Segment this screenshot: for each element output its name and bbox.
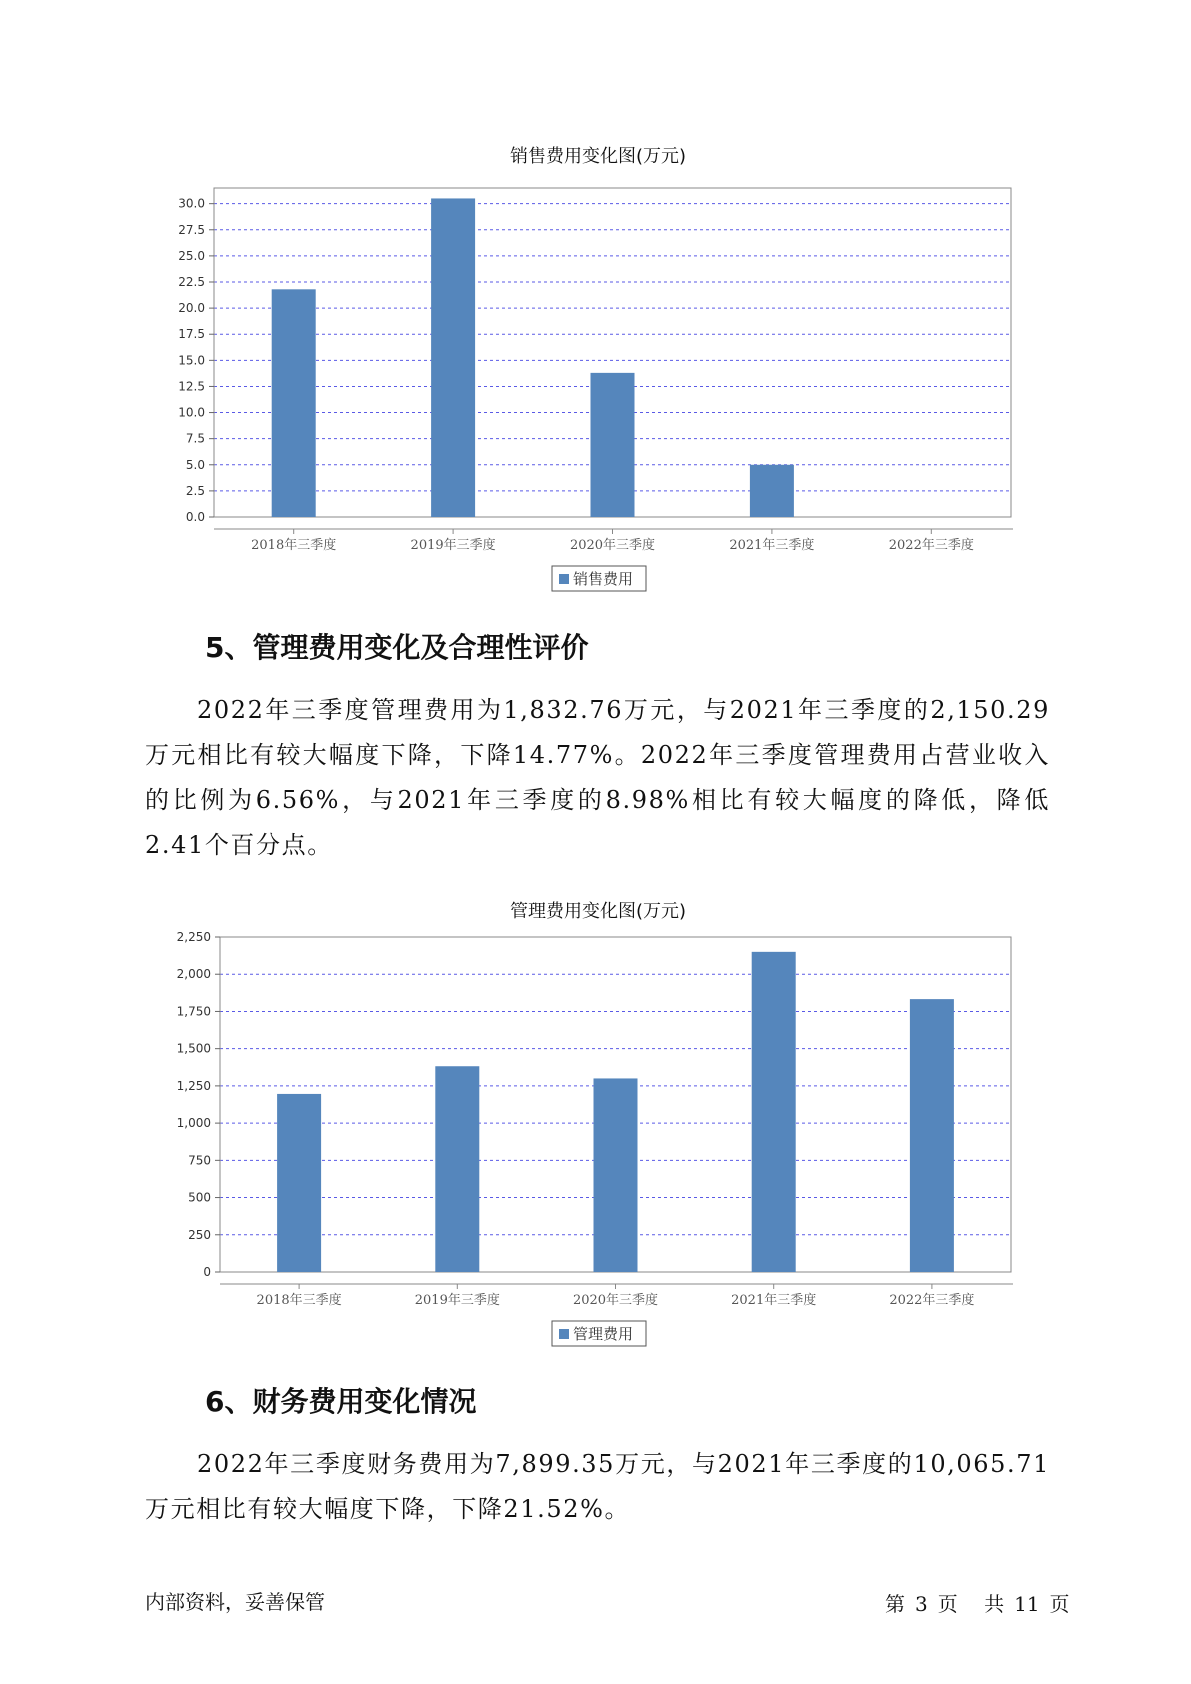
bar	[435, 1066, 479, 1272]
bar	[910, 999, 954, 1272]
page-indicator	[885, 1588, 1080, 1617]
y-tick-label: 1,000	[176, 1116, 211, 1131]
y-tick-label: 17.5	[178, 327, 205, 342]
total-label-prefix: 共	[984, 1592, 1005, 1616]
bar	[431, 198, 475, 517]
bar	[272, 289, 316, 517]
bar	[752, 952, 796, 1272]
y-tick-label: 5.0	[185, 457, 205, 472]
x-tick-label: 2018年三季度	[251, 538, 337, 553]
admin-expense-chart	[0, 890, 1191, 1350]
x-tick-label: 2019年三季度	[414, 1293, 500, 1308]
admin-expense-chart-svg	[0, 890, 1191, 1350]
y-tick-label: 10.0	[178, 405, 205, 420]
bar	[277, 1094, 321, 1272]
legend-label: 管理费用	[573, 1325, 634, 1343]
legend	[552, 1321, 646, 1346]
y-tick-label: 7.5	[185, 431, 205, 446]
y-tick-label: 2.5	[185, 483, 205, 498]
x-tick-label: 2021年三季度	[729, 538, 815, 553]
y-tick-label: 22.5	[178, 275, 205, 289]
x-tick-label: 2021年三季度	[731, 1293, 817, 1308]
confidential-note: 内部资料，妥善保管	[145, 1590, 325, 1614]
sales-expense-chart	[0, 135, 1191, 595]
chart-title: 管理费用变化图(万元)	[509, 901, 687, 922]
y-tick-label: 12.5	[178, 379, 205, 394]
y-tick-label: 250	[188, 1227, 211, 1242]
section-heading-6: 6、财务费用变化情况	[205, 1385, 477, 1418]
sales-expense-chart-svg	[0, 135, 1191, 595]
x-tick-label: 2019年三季度	[410, 538, 496, 553]
page-label-unit: 页	[937, 1592, 958, 1616]
y-tick-label: 0	[203, 1265, 211, 1279]
x-tick-label: 2022年三季度	[889, 1293, 975, 1308]
x-tick-label: 2020年三季度	[572, 1293, 659, 1308]
x-tick-label: 2018年三季度	[256, 1293, 342, 1308]
y-tick-label: 2,250	[176, 930, 211, 944]
y-tick-label: 27.5	[178, 222, 205, 237]
y-tick-label: 20.0	[178, 301, 205, 316]
y-tick-label: 25.0	[178, 248, 205, 263]
chart-title: 销售费用变化图(万元)	[509, 146, 687, 167]
y-tick-label: 750	[188, 1153, 211, 1168]
y-tick-label: 0.0	[185, 510, 205, 524]
y-tick-label: 30.0	[178, 196, 205, 211]
section-heading-5: 5、管理费用变化及合理性评价	[205, 631, 589, 664]
legend	[552, 566, 646, 591]
y-tick-label: 1,250	[176, 1078, 211, 1093]
y-tick-label: 15.0	[178, 353, 205, 368]
section-paragraph-6: 2022年三季度财务费用为7,899.35万元，与2021年三季度的10,065.71万元相比有较大幅度下降，下降21.52%。	[145, 1450, 1050, 1523]
section-paragraph-5: 2022年三季度管理费用为1,832.76万元，与2021年三季度的2,150.29万元相比有较大幅度下降，下降14.77%。2022年三季度管理费用占营业收入的比例为6.56%，与2021年三季度的8.98%相比有较大幅度的降低，降低2.41个百分点。	[145, 696, 1050, 859]
y-tick-label: 1,500	[176, 1041, 211, 1056]
bar	[591, 373, 635, 517]
page-number: 3	[915, 1592, 928, 1616]
y-tick-label: 1,750	[176, 1004, 211, 1019]
legend-label: 销售费用	[573, 570, 634, 588]
total-pages: 11	[1014, 1592, 1040, 1616]
x-tick-label: 2020年三季度	[569, 538, 656, 553]
bar	[750, 465, 794, 517]
legend-swatch	[559, 1329, 569, 1339]
y-tick-label: 2,000	[176, 967, 211, 982]
page-label-prefix: 第	[885, 1592, 905, 1616]
x-tick-label: 2022年三季度	[888, 538, 974, 553]
bar	[594, 1078, 638, 1272]
y-tick-label: 500	[188, 1190, 211, 1205]
total-label-unit: 页	[1049, 1592, 1070, 1616]
legend-swatch	[559, 574, 569, 584]
